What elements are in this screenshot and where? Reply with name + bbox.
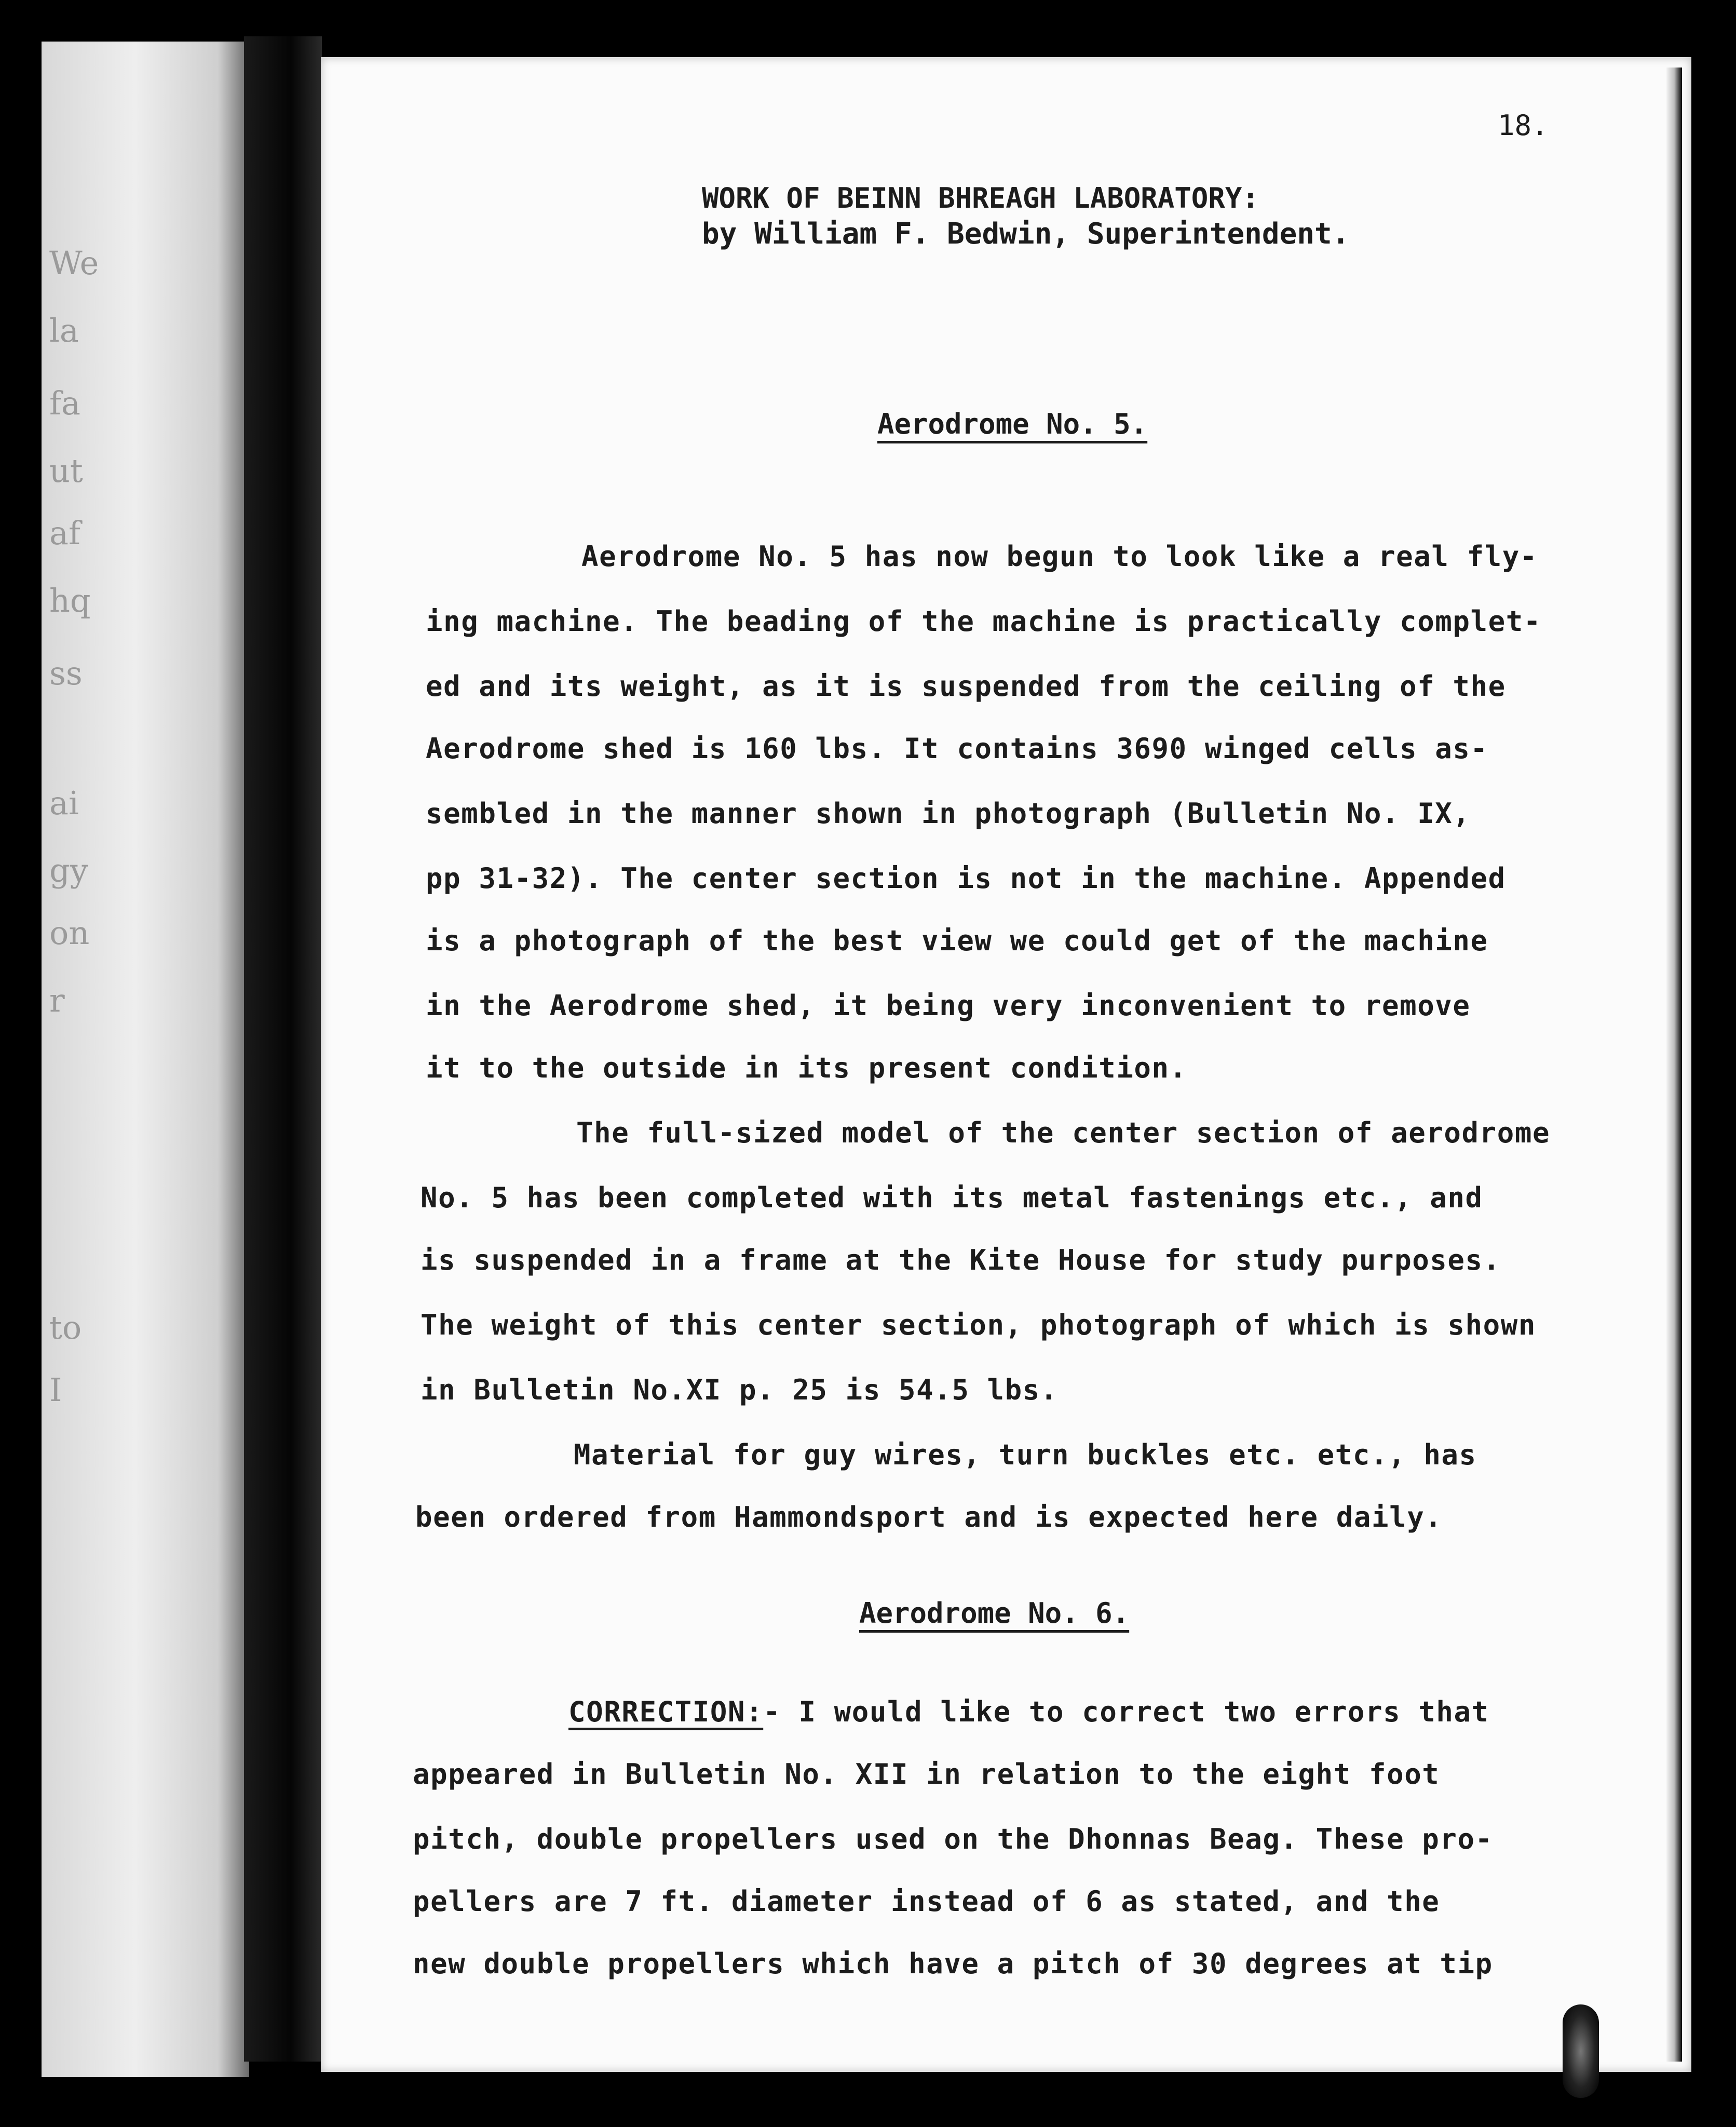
left-page-fragment: ut — [49, 452, 83, 490]
left-page-fragment: r — [49, 981, 65, 1019]
page-number: 18. — [1498, 109, 1549, 142]
left-page-fragment: fa — [49, 384, 80, 422]
left-page-fragment: to — [49, 1309, 82, 1347]
paragraph-line: Material for guy wires, turn buckles etc. etc., has — [574, 1438, 1477, 1471]
left-page-fragment: ss — [49, 654, 83, 692]
left-page-fragment: af — [49, 514, 80, 552]
section-heading-aerodrome-6: Aerodrome No. 6. — [859, 1597, 1130, 1630]
correction-text: - I would like to correct two errors that — [763, 1695, 1489, 1728]
left-page-fragment: I — [49, 1371, 62, 1409]
paragraph-line: it to the outside in its present condition. — [426, 1052, 1187, 1084]
paragraph-line: Aerodrome No. 5 has now begun to look like a real fly- — [581, 540, 1538, 573]
left-page-fragment: la — [49, 312, 79, 349]
paragraph-line: pitch, double propellers used on the Dhonnas Beag. These pro- — [413, 1823, 1493, 1855]
left-page-fragment: ai — [49, 784, 79, 822]
paragraph-line: ing machine. The beading of the machine is practically complet- — [426, 605, 1541, 638]
paragraph-line: pellers are 7 ft. diameter instead of 6 as stated, and the — [413, 1885, 1440, 1918]
left-page-fragment: gy — [49, 852, 88, 890]
paragraph-line: The full-sized model of the center section of aerodrome — [576, 1116, 1551, 1149]
paragraph-line: No. 5 has been completed with its metal fastenings etc., and — [421, 1181, 1483, 1214]
paragraph-line: sembled in the manner shown in photograph (Bulletin No. IX, — [426, 797, 1471, 830]
paragraph-line: ed and its weight, as it is suspended from the ceiling of the — [426, 670, 1506, 703]
binder-clip-mark — [1563, 2004, 1599, 2098]
correction-line — [568, 1695, 1489, 1728]
sheet-edge — [1666, 68, 1682, 2062]
section-heading-aerodrome-5: Aerodrome No. 5. — [877, 408, 1148, 440]
document-title: WORK OF BEINN BHREAGH LABORATORY: — [702, 182, 1259, 214]
paragraph-line: Aerodrome shed is 160 lbs. It contains 3690 winged cells as- — [426, 732, 1488, 765]
correction-label: CORRECTION: — [568, 1695, 764, 1728]
paragraph-line: pp 31-32). The center section is not in the machine. Appended — [426, 862, 1506, 895]
paragraph-line: is a photograph of the best view we could get of the machine — [426, 924, 1488, 957]
left-page-fragment: We — [49, 244, 99, 282]
paragraph-line: been ordered from Hammondsport and is expected here daily. — [415, 1501, 1443, 1533]
left-page-fragment: hq — [49, 582, 91, 620]
paragraph-line: in Bulletin No.XI p. 25 is 54.5 lbs. — [421, 1374, 1058, 1406]
paragraph-line: new double propellers which have a pitch of 30 degrees at tip — [413, 1947, 1493, 1980]
binding-shadow — [244, 36, 322, 2062]
paragraph-line: in the Aerodrome shed, it being very inconvenient to remove — [426, 989, 1471, 1022]
left-page-fragment: on — [49, 914, 90, 952]
paragraph-line: appeared in Bulletin No. XII in relation to the eight foot — [413, 1758, 1440, 1791]
paragraph-line: The weight of this center section, photograph of which is shown — [421, 1309, 1536, 1341]
document-byline: by William F. Bedwin, Superintendent. — [702, 217, 1350, 251]
paragraph-line: is suspended in a frame at the Kite House for study purposes. — [421, 1244, 1501, 1276]
